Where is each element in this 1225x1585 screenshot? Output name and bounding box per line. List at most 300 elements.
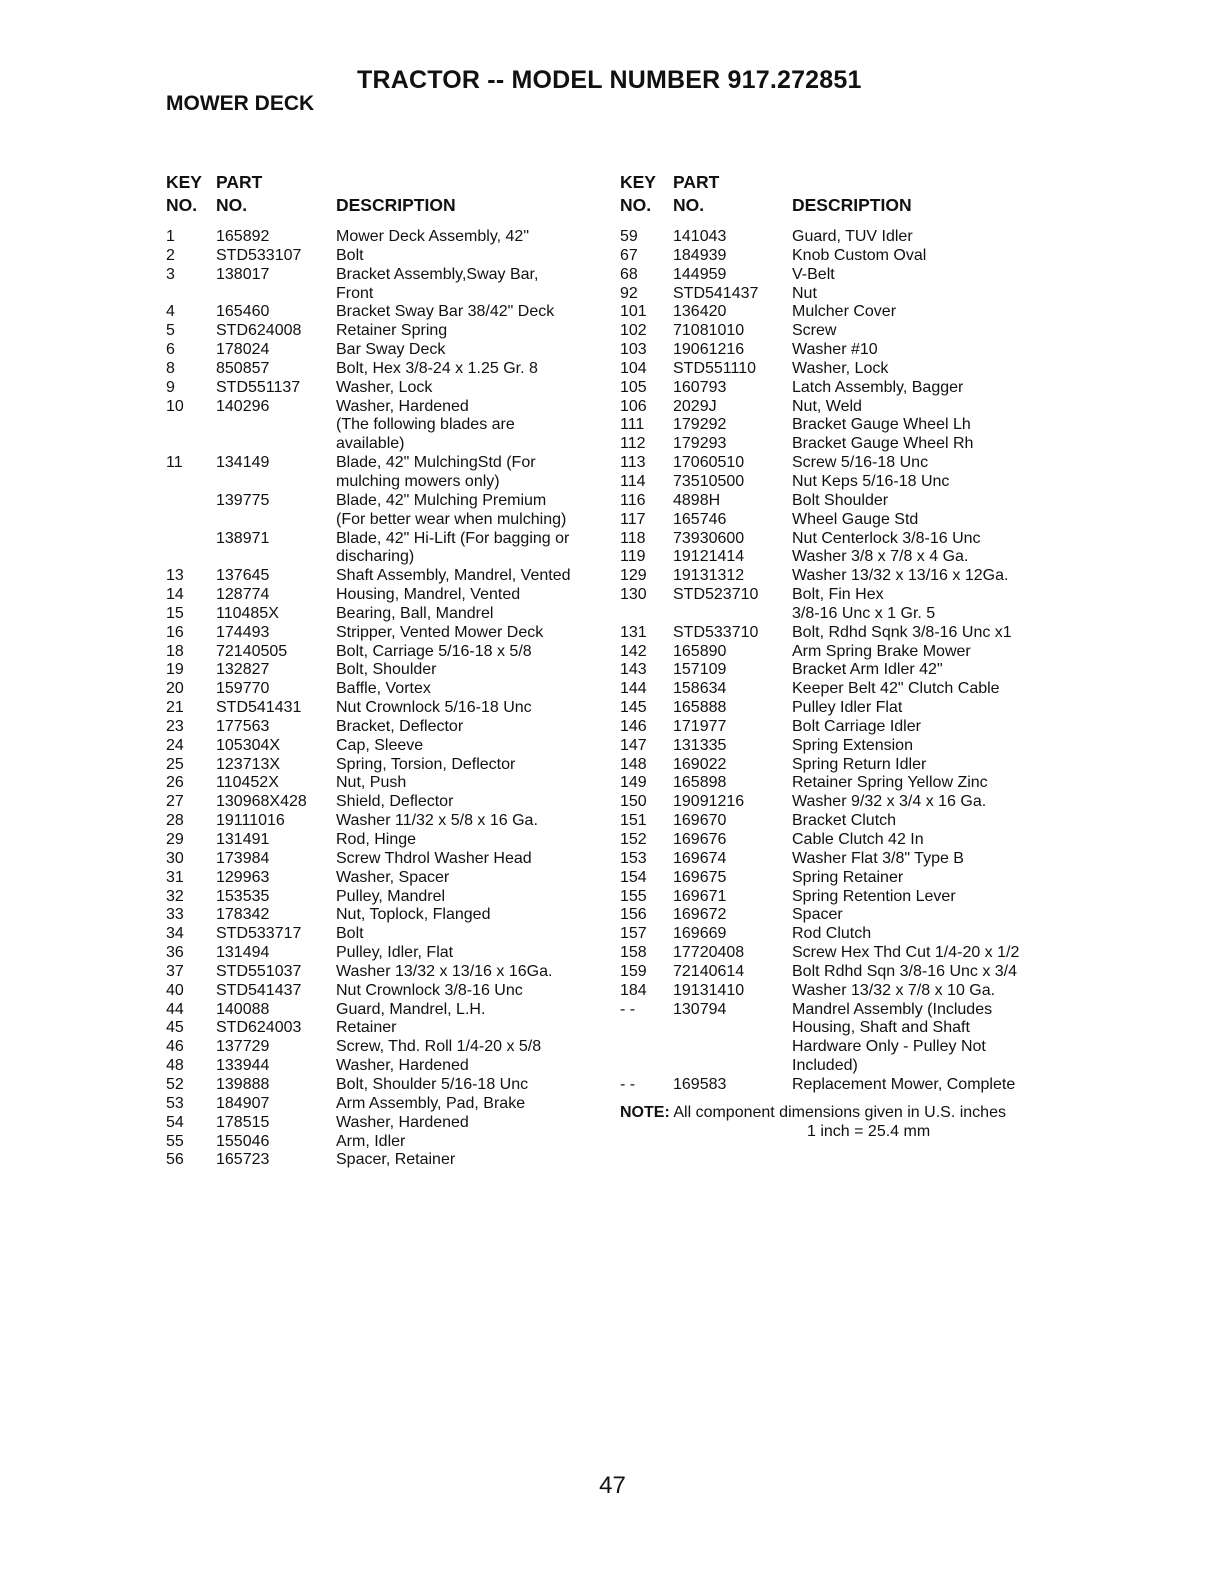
parts-list-right	[620, 170, 1060, 1141]
dimension-note	[620, 1103, 1060, 1141]
table-row	[166, 1151, 606, 1170]
table-row	[620, 435, 1060, 454]
key-number: 68	[620, 265, 638, 283]
part-number: 169675	[673, 868, 727, 886]
part-description: Bar Sway Deck	[336, 341, 446, 359]
table-row	[620, 793, 1060, 812]
key-number: 131	[620, 623, 647, 641]
part-number: 19111016	[216, 812, 285, 830]
part-description: Guard, Mandrel, L.H.	[336, 1000, 486, 1018]
key-number: 156	[620, 906, 647, 924]
part-number: 169670	[673, 812, 727, 830]
table-row	[620, 492, 1060, 511]
part-description: Spring Retention Lever	[792, 887, 956, 905]
part-description: Bolt Rdhd Sqn 3/8-16 Unc x 3/4	[792, 962, 1018, 980]
part-number: 165723	[216, 1151, 270, 1169]
table-row	[620, 530, 1060, 549]
part-description: Screw, Thd. Roll 1/4-20 x 5/8	[336, 1038, 542, 1056]
part-number: 850857	[216, 359, 270, 377]
key-number: 46	[166, 1038, 184, 1056]
table-row	[166, 266, 606, 304]
part-number: STD533107	[216, 246, 302, 264]
part-number: 72140505	[216, 642, 288, 660]
part-description: Washer, Lock	[336, 378, 433, 396]
table-row	[166, 906, 606, 925]
part-number: 157109	[673, 661, 727, 679]
column-header	[166, 170, 606, 228]
table-row	[620, 831, 1060, 850]
table-row	[166, 888, 606, 907]
part-number: 160793	[673, 378, 727, 396]
key-number: 29	[166, 831, 184, 848]
key-number: 143	[620, 661, 647, 679]
key-number: 18	[166, 642, 184, 660]
part-description: Washer 11/32 x 5/8 x 16 Ga.	[336, 812, 538, 830]
key-number: 14	[166, 586, 184, 604]
table-row	[620, 228, 1060, 247]
table-row	[620, 379, 1060, 398]
part-number: 130794	[673, 1000, 727, 1018]
part-description: Arm Spring Brake Mower	[792, 642, 971, 660]
key-number: - -	[620, 1075, 636, 1093]
part-number: 165460	[216, 303, 270, 321]
table-row	[166, 982, 606, 1001]
part-number: 19131312	[673, 567, 745, 585]
part-description: Washer, Lock	[792, 359, 889, 377]
note-conversion: 1 inch = 25.4 mm	[807, 1122, 931, 1140]
table-row	[166, 1057, 606, 1076]
part-number: 144959	[673, 265, 727, 283]
part-description: Blade, 42" Hi-Lift (For bagging or discharing)	[336, 529, 570, 566]
table-row	[166, 1114, 606, 1133]
part-description: Rod Clutch	[792, 925, 872, 943]
part-number: 165746	[673, 510, 727, 528]
part-description: Nut Keps 5/16-18 Unc	[792, 472, 950, 490]
table-row	[620, 398, 1060, 417]
key-number: 8	[166, 359, 175, 377]
key-number: 25	[166, 755, 184, 773]
page-number: 47	[599, 1472, 626, 1499]
part-description: Bolt	[336, 925, 364, 943]
parts-list-left	[166, 170, 606, 1170]
key-number: 67	[620, 246, 638, 264]
part-description: Bolt	[336, 246, 364, 264]
key-header-bottom: NO.	[620, 195, 652, 215]
table-row	[620, 944, 1060, 963]
table-row	[166, 699, 606, 718]
key-number: 114	[620, 472, 646, 490]
key-number: 9	[166, 378, 175, 396]
table-row	[620, 454, 1060, 473]
key-number: 19	[166, 661, 184, 679]
part-number: 17720408	[673, 944, 745, 962]
part-number: 72140614	[673, 962, 745, 980]
key-number: 30	[166, 849, 184, 867]
part-description: Bracket Sway Bar 38/42" Deck	[336, 303, 555, 321]
table-row	[620, 869, 1060, 888]
table-row	[620, 737, 1060, 756]
part-number: 19131410	[673, 981, 745, 999]
part-number: STD541437	[216, 981, 302, 999]
part-number: 110452X	[216, 774, 279, 792]
part-number: 110485X	[216, 604, 279, 622]
key-number: 45	[166, 1019, 184, 1037]
key-number: 102	[620, 322, 647, 340]
part-number: 174493	[216, 623, 270, 641]
part-number: 137729	[216, 1038, 270, 1056]
part-description: Spacer	[792, 906, 843, 924]
key-number: 4	[166, 303, 175, 321]
part-number: STD624003	[216, 1019, 302, 1037]
key-number: 48	[166, 1057, 184, 1075]
part-number: 139888	[216, 1075, 270, 1093]
key-number: 31	[166, 868, 184, 886]
table-row	[166, 567, 606, 586]
part-description: Housing, Mandrel, Vented	[336, 586, 521, 604]
part-number: 173984	[216, 849, 270, 867]
part-number: 17060510	[673, 454, 745, 472]
table-row	[620, 473, 1060, 492]
part-number: 169583	[673, 1075, 727, 1093]
part-number: 73930600	[673, 529, 745, 547]
part-number: 184907	[216, 1094, 270, 1112]
part-number: 184939	[673, 246, 727, 264]
part-number: 165890	[673, 642, 727, 660]
part-description: Washer 13/32 x 13/16 x 12Ga.	[792, 567, 1009, 585]
table-row	[620, 699, 1060, 718]
key-number: 92	[620, 284, 638, 302]
table-row	[620, 812, 1060, 831]
part-description: Spring Extension	[792, 736, 913, 754]
key-number: 152	[620, 831, 647, 848]
table-row	[620, 586, 1060, 624]
part-description: Mower Deck Assembly, 42"	[336, 228, 529, 245]
part-description: Blade, 42" Mulching Premium (For better wear when mulching)	[336, 491, 567, 528]
key-header-top: KEY	[166, 172, 202, 192]
table-row	[166, 774, 606, 793]
part-description: Retainer Spring	[336, 322, 448, 340]
key-number: 146	[620, 717, 647, 735]
table-row	[166, 661, 606, 680]
key-number: 2	[166, 246, 175, 264]
part-description: Washer 9/32 x 3/4 x 16 Ga.	[792, 793, 987, 811]
part-description: Pulley, Idler, Flat	[336, 944, 454, 962]
part-description: Bracket Arm Idler 42"	[792, 661, 943, 679]
part-number: 155046	[216, 1132, 270, 1150]
key-number: 53	[166, 1094, 184, 1112]
table-row	[166, 322, 606, 341]
part-description: Bolt, Shoulder	[336, 661, 437, 679]
part-description: Washer, Hardened	[336, 1057, 469, 1075]
part-number: 169669	[673, 925, 727, 943]
note-text: All component dimensions given in U.S. inches	[669, 1103, 1006, 1121]
key-number: 151	[620, 812, 647, 830]
key-number: 105	[620, 378, 647, 396]
part-description: Latch Assembly, Bagger	[792, 378, 964, 396]
table-row	[620, 774, 1060, 793]
part-number: STD523710	[673, 586, 759, 604]
part-number: 165892	[216, 228, 270, 245]
page-title: TRACTOR -- MODEL NUMBER 917.272851	[357, 66, 862, 94]
table-row	[620, 1001, 1060, 1076]
key-number: 24	[166, 736, 184, 754]
table-row	[166, 398, 606, 417]
table-row	[620, 888, 1060, 907]
part-description: Screw Hex Thd Cut 1/4-20 x 1/2	[792, 944, 1020, 962]
table-row	[166, 944, 606, 963]
part-number: STD533717	[216, 925, 302, 943]
part-description: Arm Assembly, Pad, Brake	[336, 1094, 526, 1112]
key-number: 26	[166, 774, 184, 792]
part-description: Nut	[792, 284, 817, 302]
table-row	[166, 605, 606, 624]
part-number: 169674	[673, 849, 727, 867]
part-description: Shield, Deflector	[336, 793, 454, 811]
key-number: 34	[166, 925, 184, 943]
part-number: 159770	[216, 680, 270, 698]
key-number: 149	[620, 774, 647, 792]
key-number: 116	[620, 491, 646, 509]
part-description: Nut, Toplock, Flanged	[336, 906, 491, 924]
key-number: 103	[620, 341, 647, 359]
table-row	[166, 831, 606, 850]
key-number: 11	[166, 454, 183, 472]
key-number: 148	[620, 755, 647, 773]
part-description: Spring, Torsion, Deflector	[336, 755, 516, 773]
part-number: 71081010	[673, 322, 745, 340]
note-label: NOTE:	[620, 1103, 670, 1121]
key-number: 154	[620, 868, 647, 886]
part-header-bottom: NO.	[216, 195, 248, 215]
part-number: 105304X	[216, 736, 281, 754]
key-number: 33	[166, 906, 184, 924]
part-description: Bolt, Hex 3/8-24 x 1.25 Gr. 8	[336, 359, 538, 377]
part-number: 177563	[216, 717, 270, 735]
table-row	[620, 416, 1060, 435]
key-number: 15	[166, 604, 184, 622]
part-number: 138971	[216, 529, 270, 547]
key-number: 1	[166, 228, 175, 245]
part-description: Spring Return Idler	[792, 755, 927, 773]
part-description: Screw	[792, 322, 837, 340]
part-number: 141043	[673, 228, 727, 245]
key-number: 27	[166, 793, 184, 811]
part-description: Washer, Spacer	[336, 868, 450, 886]
key-number: 158	[620, 944, 647, 962]
key-number: 184	[620, 981, 647, 999]
part-header-top: PART	[673, 172, 720, 192]
part-number: STD541431	[216, 699, 302, 717]
part-description: Cap, Sleeve	[336, 736, 424, 754]
key-number: 36	[166, 944, 184, 962]
key-number: 155	[620, 887, 647, 905]
part-number: 169676	[673, 831, 727, 848]
part-description: Knob Custom Oval	[792, 246, 927, 264]
part-number: STD551037	[216, 962, 302, 980]
table-row	[620, 756, 1060, 775]
part-description: Bearing, Ball, Mandrel	[336, 604, 494, 622]
key-number: 40	[166, 981, 184, 999]
key-number: 37	[166, 962, 184, 980]
part-description: Mulcher Cover	[792, 303, 897, 321]
part-description: Nut Crownlock 3/8-16 Unc	[336, 981, 523, 999]
table-row	[166, 341, 606, 360]
table-row	[166, 850, 606, 869]
key-number: 3	[166, 265, 175, 283]
part-number: 153535	[216, 887, 270, 905]
part-description: Nut Crownlock 5/16-18 Unc	[336, 699, 532, 717]
part-description: V-Belt	[792, 265, 835, 283]
part-number: 169671	[673, 887, 727, 905]
part-description: Nut Centerlock 3/8-16 Unc	[792, 529, 981, 547]
part-number: 138017	[216, 265, 270, 283]
part-description: Blade, 42" MulchingStd (For mulching mowers only)	[336, 454, 536, 490]
part-number: 130968X428	[216, 793, 307, 811]
part-number: 132827	[216, 661, 270, 679]
key-number: 153	[620, 849, 647, 867]
part-description: Screw 5/16-18 Unc	[792, 454, 929, 472]
part-number: STD551110	[673, 359, 757, 377]
part-description: Bolt, Shoulder 5/16-18 Unc	[336, 1075, 529, 1093]
part-header-top: PART	[216, 172, 263, 192]
key-number: 5	[166, 322, 175, 340]
key-number: 59	[620, 228, 638, 245]
part-number: STD533710	[673, 623, 759, 641]
table-row	[166, 963, 606, 982]
table-row	[620, 247, 1060, 266]
table-row	[166, 454, 606, 492]
part-description: Keeper Belt 42" Clutch Cable	[792, 680, 1000, 698]
key-number: 56	[166, 1151, 184, 1169]
table-row	[620, 548, 1060, 567]
part-number: 136420	[673, 303, 727, 321]
table-row	[620, 661, 1060, 680]
table-row	[166, 624, 606, 643]
table-row	[620, 360, 1060, 379]
part-description: Spring Retainer	[792, 868, 904, 886]
table-row	[166, 379, 606, 398]
description-header: DESCRIPTION	[792, 195, 912, 215]
part-description: Bolt Shoulder	[792, 491, 889, 509]
table-row	[620, 643, 1060, 662]
part-number: 169672	[673, 906, 727, 924]
part-description: Mandrel Assembly (Includes Housing, Shaft and Shaft Hardware Only - Pulley Not Included)	[792, 1000, 993, 1075]
part-description: Bracket Gauge Wheel Rh	[792, 435, 974, 453]
part-description: Bracket Gauge Wheel Lh	[792, 416, 971, 434]
part-number: 178342	[216, 906, 270, 924]
part-number: 140088	[216, 1000, 270, 1018]
key-number: 44	[166, 1000, 184, 1018]
table-row	[620, 718, 1060, 737]
part-description: Washer 3/8 x 7/8 x 4 Ga.	[792, 548, 969, 566]
table-row	[620, 982, 1060, 1001]
part-number: 169022	[673, 755, 727, 773]
part-description: Nut, Weld	[792, 397, 862, 415]
part-description: Wheel Gauge Std	[792, 510, 919, 528]
part-number: STD551137	[216, 378, 301, 396]
table-row	[620, 925, 1060, 944]
key-header-top: KEY	[620, 172, 656, 192]
table-row	[620, 341, 1060, 360]
part-description: Washer, Hardened	[336, 397, 469, 415]
part-description: Pulley Idler Flat	[792, 699, 903, 717]
part-description: Nut, Push	[336, 774, 407, 792]
key-number: 20	[166, 680, 184, 698]
part-description: Shaft Assembly, Mandrel, Vented	[336, 567, 571, 585]
table-row	[620, 511, 1060, 530]
description-header: DESCRIPTION	[336, 195, 456, 215]
key-number: 150	[620, 793, 647, 811]
part-description: Bolt Carriage Idler	[792, 717, 921, 735]
table-row	[166, 737, 606, 756]
key-number: 21	[166, 699, 184, 717]
key-number: 159	[620, 962, 647, 980]
table-row	[166, 247, 606, 266]
part-number: 165898	[673, 774, 727, 792]
key-number: 129	[620, 567, 647, 585]
part-number: 179293	[673, 435, 727, 453]
table-row	[620, 680, 1060, 699]
table-row	[166, 492, 606, 530]
part-description: Stripper, Vented Mower Deck	[336, 623, 544, 641]
part-number: 171977	[673, 717, 727, 735]
table-row	[166, 869, 606, 888]
part-description: Washer 13/32 x 7/8 x 10 Ga.	[792, 981, 996, 999]
part-number: 178515	[216, 1113, 270, 1131]
key-number: 145	[620, 699, 647, 717]
table-row	[166, 680, 606, 699]
part-description: Arm, Idler	[336, 1132, 406, 1150]
part-description: Bolt, Carriage 5/16-18 x 5/8	[336, 642, 532, 660]
key-number: 6	[166, 341, 175, 359]
part-description: Bracket, Deflector	[336, 717, 464, 735]
key-number: 117	[620, 510, 646, 528]
table-row	[620, 303, 1060, 322]
part-description: Retainer	[336, 1019, 397, 1037]
section-title: MOWER DECK	[166, 92, 315, 115]
part-description: Washer #10	[792, 341, 878, 359]
part-number: 131335	[673, 736, 727, 754]
part-number: 73510500	[673, 472, 745, 490]
table-row	[620, 906, 1060, 925]
table-row	[166, 793, 606, 812]
table-row	[166, 586, 606, 605]
key-number: 106	[620, 397, 647, 415]
part-description: Washer, Hardened	[336, 1113, 469, 1131]
key-number: 113	[620, 454, 646, 472]
part-number: 133944	[216, 1057, 270, 1075]
part-number: 19061216	[673, 341, 745, 359]
part-number: 179292	[673, 416, 727, 434]
table-row	[166, 718, 606, 737]
key-number: 147	[620, 736, 647, 754]
table-row	[620, 285, 1060, 304]
key-number: 55	[166, 1132, 184, 1150]
key-number: 111	[620, 416, 645, 434]
part-number: 158634	[673, 680, 727, 698]
part-description: Replacement Mower, Complete	[792, 1075, 1016, 1093]
part-description: Cable Clutch 42 In	[792, 831, 924, 848]
part-number: 4898H	[673, 491, 721, 509]
table-row	[166, 1019, 606, 1038]
table-row	[166, 1133, 606, 1152]
part-description: Baffle, Vortex	[336, 680, 431, 698]
part-number: 2029J	[673, 397, 717, 415]
part-number: 134149	[216, 454, 270, 472]
key-number: 54	[166, 1113, 184, 1131]
table-row	[620, 1076, 1060, 1095]
key-number: 118	[620, 529, 646, 547]
